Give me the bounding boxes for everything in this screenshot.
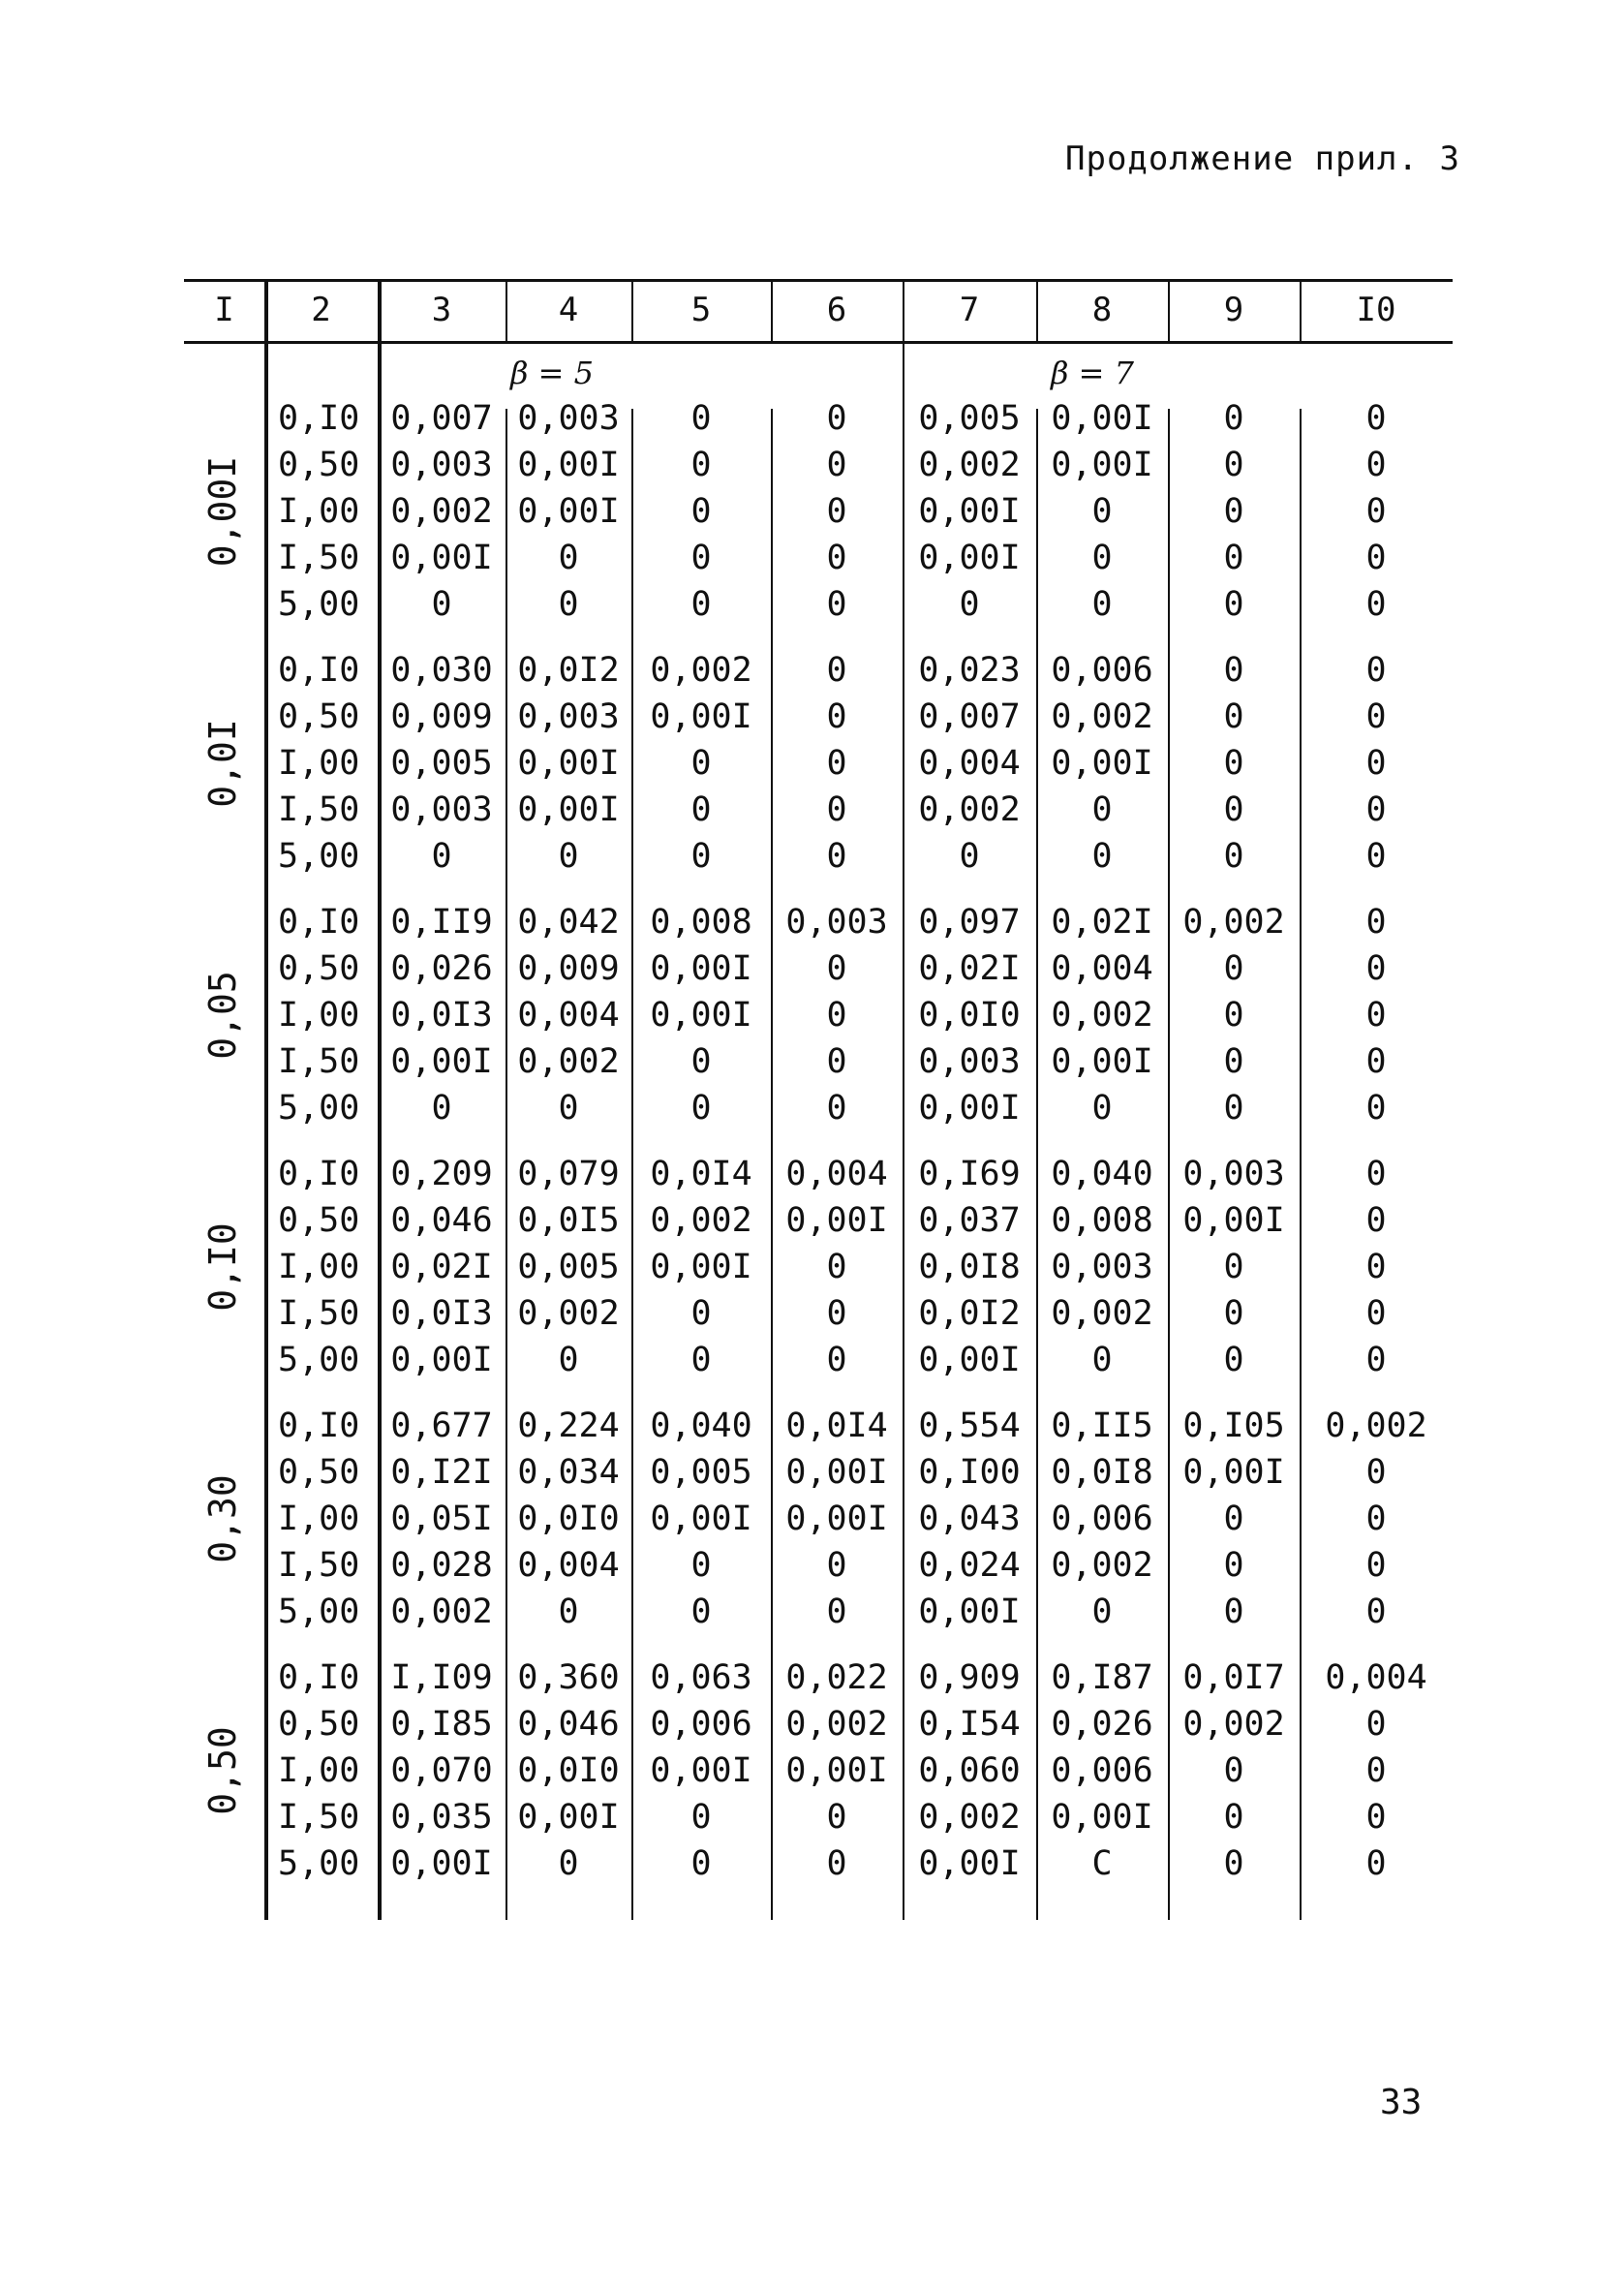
table-cell: 0 xyxy=(1223,1341,1244,1379)
table-cell: 0,026 xyxy=(390,949,493,988)
beta-label-5: β = 5 xyxy=(510,355,595,391)
table-cell: 0 xyxy=(1365,837,1387,876)
group-label xyxy=(184,971,261,1060)
table-cell: 0 xyxy=(1223,1592,1244,1631)
table-cell: 0 xyxy=(826,697,847,736)
table-cell: 0 xyxy=(1223,585,1244,624)
table-cell: 0,00I xyxy=(785,1751,888,1790)
table-cell: 0,0I0 xyxy=(517,1751,620,1790)
table-cell: 0 xyxy=(826,585,847,624)
column-header-6: 6 xyxy=(826,291,847,329)
table-cell: 0 xyxy=(826,790,847,829)
table-cell: 0,00I xyxy=(918,492,1021,531)
table-cell: 0,002 xyxy=(650,651,752,690)
table-cell: I,00 xyxy=(278,1751,360,1790)
table-cell: 0,040 xyxy=(650,1407,752,1445)
table-cell: 0,00I xyxy=(517,790,620,829)
table-cell: 0 xyxy=(1365,1089,1387,1128)
table-cell: 0 xyxy=(826,1798,847,1837)
table-cell: 0 xyxy=(826,1546,847,1585)
group-label xyxy=(184,1726,261,1815)
table-cell: 0 xyxy=(1365,996,1387,1035)
table-cell: 0 xyxy=(1091,1341,1113,1379)
table-cell: 0,00I xyxy=(918,1341,1021,1379)
table-cell: 0,0I8 xyxy=(918,1248,1021,1286)
table-cell: 0,I0 xyxy=(278,1407,360,1445)
table-cell: 0,002 xyxy=(1051,697,1153,736)
table-cell: 0,I69 xyxy=(918,1155,1021,1193)
table-cell: 0,00I xyxy=(517,446,620,484)
table-cell: 0 xyxy=(690,1844,712,1883)
table-cell: 0 xyxy=(1365,1453,1387,1492)
table-cell: 0 xyxy=(558,1089,579,1128)
table-cell: 0 xyxy=(1365,1155,1387,1193)
table-cell: 0,I85 xyxy=(390,1705,493,1744)
table-cell: 0,00I xyxy=(1182,1453,1285,1492)
table-cell: 0,50 xyxy=(278,1705,360,1744)
column-header-7: 7 xyxy=(959,291,980,329)
table-cell: 0,00I xyxy=(918,1089,1021,1128)
table-cell: 0 xyxy=(826,1248,847,1286)
table-cell: 0,007 xyxy=(390,399,493,438)
table-cell: 0 xyxy=(1365,1705,1387,1744)
table-cell: I,00 xyxy=(278,492,360,531)
table-cell: 0,I00 xyxy=(918,1453,1021,1492)
table-cell: 0,I2I xyxy=(390,1453,493,1492)
group-label-text: 0,0I xyxy=(201,719,245,808)
table-cell: 5,00 xyxy=(278,1844,360,1883)
table-cell: 0 xyxy=(690,399,712,438)
table-cell: I,50 xyxy=(278,790,360,829)
table-cell: 0 xyxy=(690,446,712,484)
table-cell: 0,00I xyxy=(785,1453,888,1492)
table-cell: 0 xyxy=(1223,790,1244,829)
table-cell: 0,002 xyxy=(918,446,1021,484)
table-cell: 0 xyxy=(826,539,847,577)
table-cell: 0,079 xyxy=(517,1155,620,1193)
table-cell: 5,00 xyxy=(278,1089,360,1128)
table-cell: 0 xyxy=(1365,1798,1387,1837)
table-cell: 0,00I xyxy=(390,1844,493,1883)
table-cell: 0,005 xyxy=(918,399,1021,438)
table-cell: 0,003 xyxy=(390,446,493,484)
table-cell: 0 xyxy=(959,585,980,624)
table-cell: 0,00I xyxy=(785,1500,888,1538)
table-cell: 0 xyxy=(431,1089,452,1128)
table-cell: 0,50 xyxy=(278,949,360,988)
table-cell: 0,00I xyxy=(785,1201,888,1240)
table-cell: 0 xyxy=(558,585,579,624)
table-cell: 0,I0 xyxy=(278,399,360,438)
table-cell: 0,I0 xyxy=(278,1658,360,1697)
table-cell: 0,0I7 xyxy=(1182,1658,1285,1697)
table-cell: 0 xyxy=(1365,744,1387,783)
table-cell: 0,006 xyxy=(1051,651,1153,690)
table-cell: 0,040 xyxy=(1051,1155,1153,1193)
table-cell: 0 xyxy=(1223,399,1244,438)
table-cell: 0,0I0 xyxy=(918,996,1021,1035)
table-cell: 0,006 xyxy=(650,1705,752,1744)
table-cell: 0 xyxy=(1365,1546,1387,1585)
group-label-text: 0,05 xyxy=(201,971,245,1060)
table-cell: 0,I0 xyxy=(278,1155,360,1193)
table-cell: 0 xyxy=(1223,1500,1244,1538)
table-cell: 0,677 xyxy=(390,1407,493,1445)
table-cell: 0,00I xyxy=(650,1751,752,1790)
table-cell: 0,224 xyxy=(517,1407,620,1445)
table-cell: 0,009 xyxy=(517,949,620,988)
table-cell: 0 xyxy=(1365,585,1387,624)
column-header-10: I0 xyxy=(1356,291,1396,329)
table-cell: 0,003 xyxy=(785,903,888,942)
table-cell: 0 xyxy=(690,1546,712,1585)
table-cell: 0,002 xyxy=(517,1294,620,1333)
table-cell: 0,0I2 xyxy=(517,651,620,690)
table-cell: 0,0I3 xyxy=(390,996,493,1035)
table-cell: 0,009 xyxy=(390,697,493,736)
table-cell: 0 xyxy=(1091,790,1113,829)
table-cell: 0 xyxy=(431,837,452,876)
table-cell: 0,005 xyxy=(650,1453,752,1492)
table-cell: 0,035 xyxy=(390,1798,493,1837)
column-header-1: I xyxy=(214,291,234,329)
group-label xyxy=(184,455,261,568)
table-cell: 0,00I xyxy=(390,539,493,577)
table-cell: 0 xyxy=(1223,1798,1244,1837)
table-cell: 0,037 xyxy=(918,1201,1021,1240)
table-cell: 5,00 xyxy=(278,1592,360,1631)
table-cell: 0,003 xyxy=(918,1042,1021,1081)
table-cell: 0,00I xyxy=(1051,1798,1153,1837)
table-cell: 0 xyxy=(1365,399,1387,438)
table-cell: 0,034 xyxy=(517,1453,620,1492)
table-cell: 0 xyxy=(826,996,847,1035)
group-label-text: 0,00I xyxy=(201,455,245,568)
table-cell: 0 xyxy=(690,492,712,531)
table-cell: 0,00I xyxy=(517,744,620,783)
table-cell: 0 xyxy=(1365,1042,1387,1081)
table-cell: 0,50 xyxy=(278,446,360,484)
table-cell: 0,024 xyxy=(918,1546,1021,1585)
table-cell: 0 xyxy=(690,1592,712,1631)
table-cell: I,50 xyxy=(278,539,360,577)
table-cell: I,00 xyxy=(278,744,360,783)
table-cell: 0,008 xyxy=(1051,1201,1153,1240)
table-cell: 0 xyxy=(558,1592,579,1631)
table-cell: 0,004 xyxy=(918,744,1021,783)
table-cell: 0,002 xyxy=(1182,903,1285,942)
table-cell: 0 xyxy=(1091,1592,1113,1631)
table-cell: 0 xyxy=(1091,492,1113,531)
table-cell: 0,003 xyxy=(517,399,620,438)
group-label xyxy=(184,719,261,808)
table-cell: 0 xyxy=(1223,539,1244,577)
table-cell: 5,00 xyxy=(278,585,360,624)
table-cell: 5,00 xyxy=(278,837,360,876)
table-cell: 0,002 xyxy=(390,1592,493,1631)
table-cell: 0 xyxy=(1223,1042,1244,1081)
table-cell: 0 xyxy=(1365,697,1387,736)
group-label xyxy=(184,1474,261,1563)
table-cell: 0,I87 xyxy=(1051,1658,1153,1697)
table-cell: 0 xyxy=(431,585,452,624)
table-cell: 0,00I xyxy=(1051,744,1153,783)
table-cell: 0,003 xyxy=(1051,1248,1153,1286)
table-cell: 0,046 xyxy=(390,1201,493,1240)
table-cell: 0 xyxy=(826,1844,847,1883)
table-cell: 0,005 xyxy=(390,744,493,783)
table-cell: 0,002 xyxy=(650,1201,752,1240)
table-cell: 0 xyxy=(826,1294,847,1333)
table-cell: 0,002 xyxy=(1051,996,1153,1035)
table-cell: 0,00I xyxy=(390,1341,493,1379)
table-cell: 0,097 xyxy=(918,903,1021,942)
table-cell: 0,00I xyxy=(918,539,1021,577)
table-cell: 0 xyxy=(690,585,712,624)
table-cell: 0 xyxy=(1365,1294,1387,1333)
table-cell: 0,554 xyxy=(918,1407,1021,1445)
table-cell: 0,063 xyxy=(650,1658,752,1697)
table-cell: 0 xyxy=(1365,1248,1387,1286)
table-cell: 0,00I xyxy=(390,1042,493,1081)
table-cell: 0,360 xyxy=(517,1658,620,1697)
table-cell: 0 xyxy=(1223,1294,1244,1333)
table-cell: 0 xyxy=(690,1294,712,1333)
table-cell: 0,028 xyxy=(390,1546,493,1585)
table-cell: 0,002 xyxy=(1182,1705,1285,1744)
table-cell: 0,00I xyxy=(650,697,752,736)
table-cell: I,50 xyxy=(278,1294,360,1333)
table-cell: I,00 xyxy=(278,1500,360,1538)
table-cell: 0,046 xyxy=(517,1705,620,1744)
table-cell: 0,I0 xyxy=(278,651,360,690)
table-cell: 0,02I xyxy=(1051,903,1153,942)
table-cell: 0,00I xyxy=(1051,446,1153,484)
table-cell: 0 xyxy=(558,1844,579,1883)
table-header-rule xyxy=(184,341,1453,344)
table-cell: 0 xyxy=(826,1089,847,1128)
table-cell: 0 xyxy=(1223,1546,1244,1585)
table-cell: 0,004 xyxy=(517,1546,620,1585)
table-cell: 0 xyxy=(826,1592,847,1631)
table-cell: 0,00I xyxy=(650,1500,752,1538)
table-cell: 0 xyxy=(690,539,712,577)
table-cell: 0 xyxy=(1365,1201,1387,1240)
table-cell: 0,00I xyxy=(650,1248,752,1286)
table-cell: 0,909 xyxy=(918,1658,1021,1697)
table-cell: 0,0I2 xyxy=(918,1294,1021,1333)
table-cell: 0,0I4 xyxy=(785,1407,888,1445)
table-cell: 0 xyxy=(558,837,579,876)
table-cell: 0,002 xyxy=(785,1705,888,1744)
table-cell: 0 xyxy=(1365,1844,1387,1883)
table-cell: 0,060 xyxy=(918,1751,1021,1790)
table-cell: 0,0I5 xyxy=(517,1201,620,1240)
table-cell: 0,50 xyxy=(278,1453,360,1492)
table-cell: 0 xyxy=(1091,1089,1113,1128)
table-cell: 0,005 xyxy=(517,1248,620,1286)
table-cell: 0,002 xyxy=(390,492,493,531)
group-label xyxy=(184,1222,261,1312)
table-cell: 0,003 xyxy=(1182,1155,1285,1193)
table-cell: 0,50 xyxy=(278,1201,360,1240)
table-cell: 0 xyxy=(1223,651,1244,690)
table-cell: 0,00I xyxy=(1051,399,1153,438)
table-cell: 0,00I xyxy=(1051,1042,1153,1081)
beta-label-7: β = 7 xyxy=(1051,355,1135,391)
table-cell: 0,00I xyxy=(650,996,752,1035)
table-cell: 0,I54 xyxy=(918,1705,1021,1744)
table-cell: I,00 xyxy=(278,996,360,1035)
table-cell: 0,007 xyxy=(918,697,1021,736)
table-cell: 0,002 xyxy=(517,1042,620,1081)
table-cell: I,I09 xyxy=(390,1658,493,1697)
table-cell: 0 xyxy=(1365,1751,1387,1790)
table-cell: 0 xyxy=(1223,446,1244,484)
table-cell: 0 xyxy=(1365,1500,1387,1538)
table-cell: 0 xyxy=(826,744,847,783)
column-header-9: 9 xyxy=(1223,291,1244,329)
table-cell: 0,02I xyxy=(918,949,1021,988)
table-cell: 0 xyxy=(1223,1089,1244,1128)
table-cell: 0 xyxy=(1223,697,1244,736)
table-cell: I,50 xyxy=(278,1798,360,1837)
table-cell: 0,002 xyxy=(1051,1294,1153,1333)
table-cell: 0 xyxy=(1223,1248,1244,1286)
table-cell: 0,0I3 xyxy=(390,1294,493,1333)
table-cell: 0,042 xyxy=(517,903,620,942)
table-cell: 0 xyxy=(1223,1751,1244,1790)
table-cell: 0,004 xyxy=(1325,1658,1427,1697)
table-cell: 0 xyxy=(1365,492,1387,531)
table-cell: 0 xyxy=(1365,949,1387,988)
table-cell: 0,002 xyxy=(918,790,1021,829)
table-cell: 0 xyxy=(690,744,712,783)
table-cell: 0,022 xyxy=(785,1658,888,1697)
table-cell: 0,006 xyxy=(1051,1500,1153,1538)
table-cell: 0 xyxy=(826,399,847,438)
table-cell: 0 xyxy=(826,949,847,988)
table-cell: 0 xyxy=(1223,744,1244,783)
table-cell: 0,II5 xyxy=(1051,1407,1153,1445)
table-cell: 0,209 xyxy=(390,1155,493,1193)
table-cell: 0,030 xyxy=(390,651,493,690)
column-header-2: 2 xyxy=(311,291,331,329)
table-cell: 0,00I xyxy=(918,1592,1021,1631)
table-cell: 5,00 xyxy=(278,1341,360,1379)
table-cell: 0,I05 xyxy=(1182,1407,1285,1445)
table-cell: 0 xyxy=(1365,790,1387,829)
table-cell: 0 xyxy=(1365,539,1387,577)
table-cell: 0 xyxy=(1223,1844,1244,1883)
table-cell: 0,0I8 xyxy=(1051,1453,1153,1492)
table-cell: 0 xyxy=(1365,1592,1387,1631)
table-cell: 0 xyxy=(690,1798,712,1837)
table-cell: 0 xyxy=(1091,585,1113,624)
table-cell: 0 xyxy=(690,790,712,829)
column-header-5: 5 xyxy=(690,291,712,329)
group-label-text: 0,30 xyxy=(201,1474,245,1563)
column-header-8: 8 xyxy=(1091,291,1113,329)
table-cell: 0 xyxy=(690,1042,712,1081)
table-cell: 0 xyxy=(558,1341,579,1379)
table-cell: 0,002 xyxy=(918,1798,1021,1837)
table-cell: 0,02I xyxy=(390,1248,493,1286)
table-cell: 0,008 xyxy=(650,903,752,942)
column-header-4: 4 xyxy=(558,291,579,329)
table-cell: 0,00I xyxy=(1182,1201,1285,1240)
table-cell: 0 xyxy=(1223,837,1244,876)
table-cell: 0,05I xyxy=(390,1500,493,1538)
table-cell: 0 xyxy=(1223,492,1244,531)
page-header: Продолжение прил. 3 xyxy=(1065,139,1460,178)
table-cell: 0 xyxy=(690,1089,712,1128)
table-cell: 0,004 xyxy=(517,996,620,1035)
table-cell: 0,003 xyxy=(390,790,493,829)
table-cell: 0,002 xyxy=(1051,1546,1153,1585)
table-cell: 0 xyxy=(826,446,847,484)
group-label-text: 0,50 xyxy=(201,1726,245,1815)
table-cell: 0 xyxy=(1223,996,1244,1035)
table-cell: 0 xyxy=(1091,837,1113,876)
table-cell: 0 xyxy=(959,837,980,876)
table-cell: 0,070 xyxy=(390,1751,493,1790)
table-cell: 0 xyxy=(690,1341,712,1379)
table-cell: 0,0I0 xyxy=(517,1500,620,1538)
table-cell: I,50 xyxy=(278,1042,360,1081)
table-cell: 0 xyxy=(1365,1341,1387,1379)
table-cell: 0 xyxy=(826,651,847,690)
table-cell: 0 xyxy=(1365,651,1387,690)
table-cell: I,00 xyxy=(278,1248,360,1286)
table-cell: C xyxy=(1091,1844,1113,1883)
table-cell: 0 xyxy=(1091,539,1113,577)
table-cell: 0,004 xyxy=(785,1155,888,1193)
page-number: 33 xyxy=(1380,2083,1423,2122)
table-cell: 0,I0 xyxy=(278,903,360,942)
table-cell: 0 xyxy=(826,1341,847,1379)
table-cell: 0,026 xyxy=(1051,1705,1153,1744)
table-cell: 0 xyxy=(826,837,847,876)
table-cell: 0,00I xyxy=(918,1844,1021,1883)
table-cell: 0 xyxy=(1365,903,1387,942)
table-cell: 0 xyxy=(826,492,847,531)
table-cell: 0 xyxy=(558,539,579,577)
table-cell: 0 xyxy=(826,1042,847,1081)
table-cell: 0,0I4 xyxy=(650,1155,752,1193)
table-cell: I,50 xyxy=(278,1546,360,1585)
table-cell: 0 xyxy=(1223,949,1244,988)
table-cell: 0,023 xyxy=(918,651,1021,690)
table-cell: 0,II9 xyxy=(390,903,493,942)
table-cell: 0,50 xyxy=(278,697,360,736)
table-cell: 0,00I xyxy=(517,492,620,531)
table-cell: 0,003 xyxy=(517,697,620,736)
table-cell: 0,002 xyxy=(1325,1407,1427,1445)
table-cell: 0 xyxy=(1365,446,1387,484)
table-cell: 0,043 xyxy=(918,1500,1021,1538)
table-cell: 0 xyxy=(690,837,712,876)
column-header-3: 3 xyxy=(431,291,452,329)
table-cell: 0,006 xyxy=(1051,1751,1153,1790)
table-cell: 0,00I xyxy=(650,949,752,988)
table-cell: 0,00I xyxy=(517,1798,620,1837)
group-label-text: 0,I0 xyxy=(201,1222,245,1312)
table-cell: 0,004 xyxy=(1051,949,1153,988)
